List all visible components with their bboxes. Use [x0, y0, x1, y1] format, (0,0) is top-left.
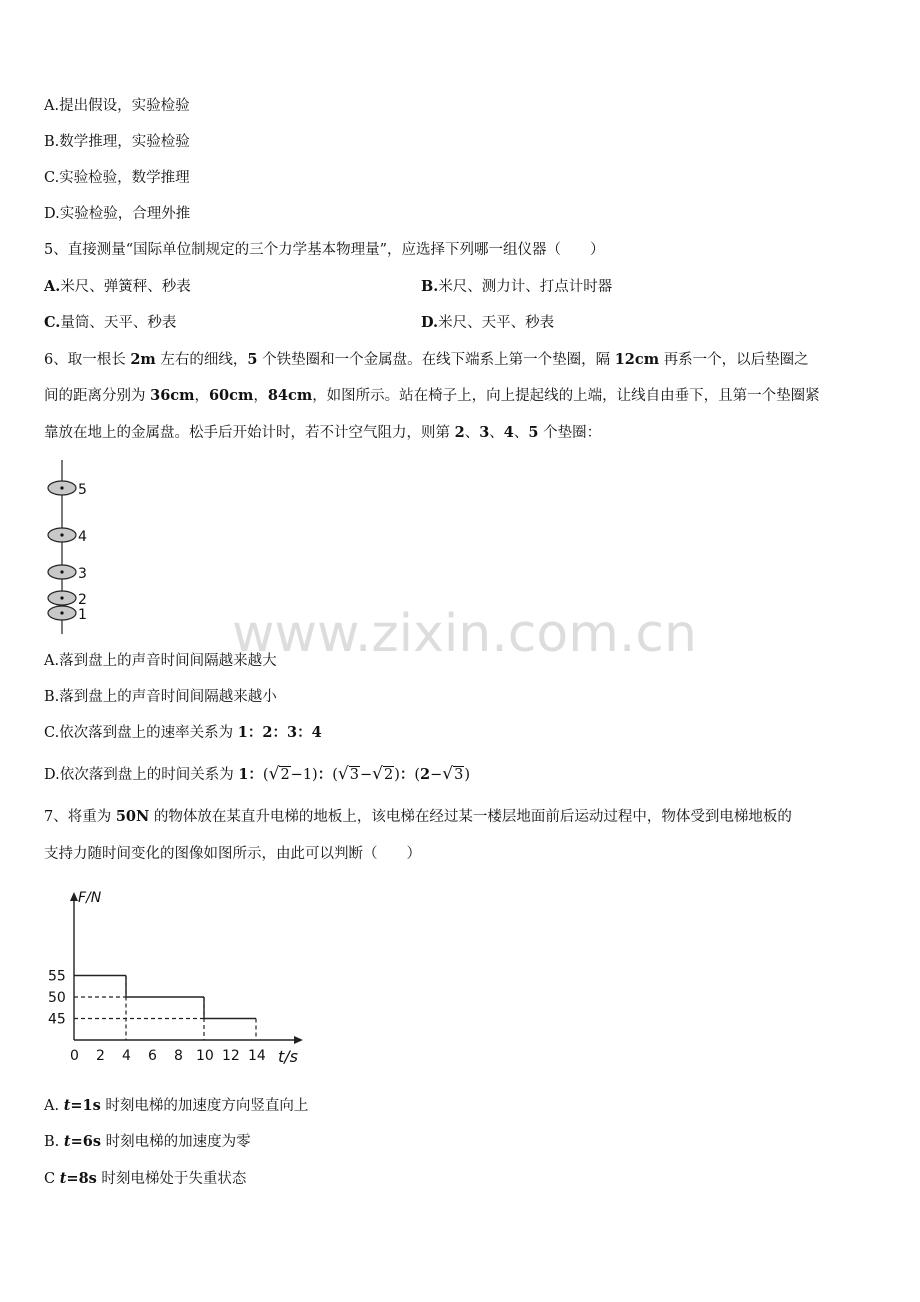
- q7-stem-line-1: 7、将重为 50N 的物体放在某直升电梯的地板上，该电梯在经过某一楼层地面前后运动过程中，物体受到电梯地板的: [44, 808, 792, 825]
- x-tick-label-4: 4: [122, 1048, 131, 1064]
- washer-label-1: 1: [78, 607, 87, 623]
- ratio-sep-1: ：: [317, 766, 333, 783]
- q7-option-c: C t=8s 时刻电梯处于失重状态: [44, 1170, 247, 1187]
- y-tick-label-55: 55: [48, 968, 66, 985]
- y-tick-label-50: 50: [48, 990, 66, 1006]
- q6-stem-line-2: 间的距离分别为 36cm，60cm，84cm，如图所示。站在椅子上，向上提起线的上端，让线自由垂下，且第一个垫圈紧: [44, 387, 820, 404]
- x-axis-label: t/s: [278, 1047, 298, 1066]
- x-tick-label-10: 10: [196, 1048, 214, 1064]
- q7-option-a: A. t=1s 时刻电梯的加速度方向竖直向上: [44, 1097, 309, 1114]
- chart-series: [74, 976, 256, 1019]
- x-tick-label-2: 2: [96, 1048, 105, 1064]
- washer-1: [48, 606, 87, 623]
- x-tick-label-0: 0: [70, 1048, 79, 1064]
- ratio-sep-2: ：: [399, 766, 415, 783]
- y-axis-label: F/N: [78, 890, 102, 906]
- washer-4: [48, 528, 87, 545]
- q7-stem-line-2: 支持力随时间变化的图像如图所示，由此可以判断（ ）: [44, 846, 421, 862]
- q4-option-b: B.数学推理，实验检验: [44, 134, 190, 150]
- q6-option-a: A.落到盘上的声音时间间隔越来越大: [44, 653, 277, 669]
- washer-label-3: 3: [78, 566, 87, 582]
- y-axis-arrow: [70, 892, 78, 901]
- x-tick-label-12: 12: [222, 1048, 240, 1064]
- q7-option-b: B. t=6s 时刻电梯的加速度为零: [44, 1133, 251, 1150]
- q6-option-d: D.依次落到盘上的时间关系为 1：(√2−1)：(√3−√2)：(2−√3): [44, 764, 471, 784]
- washer-label-5: 5: [78, 482, 87, 498]
- q4-option-c: C.实验检验，数学推理: [44, 170, 190, 186]
- washer-label-2: 2: [78, 592, 87, 608]
- q4-option-d: D.实验检验，合理外推: [44, 206, 191, 222]
- y-tick-label-45: 45: [48, 1011, 66, 1028]
- chart-axes: [70, 892, 303, 1044]
- q5-option-d: D.米尺、天平、秒表: [421, 314, 555, 331]
- x-axis-arrow: [294, 1036, 303, 1044]
- q6-stem-line-1: 6、取一根长 2m 左右的细线，5 个铁垫圈和一个金属盘。在线下端系上第一个垫圈，隔 12cm 再系一个，以后垫圈之: [44, 351, 809, 368]
- washer-5: [48, 481, 87, 498]
- chart-guides: [74, 976, 256, 1041]
- washer-2: [48, 591, 87, 608]
- x-tick-label-14: 14: [248, 1048, 266, 1064]
- watermark: www.zixin.com.cn: [232, 604, 697, 664]
- washer-3: [48, 565, 87, 582]
- q6-option-c: C.依次落到盘上的速率关系为 1：2：3：4: [44, 724, 322, 741]
- x-tick-label-6: 6: [148, 1048, 157, 1064]
- force-time-chart: [40, 884, 320, 1070]
- washer-figure: [40, 456, 110, 636]
- chart-ticks: [48, 969, 266, 1065]
- q6-stem-line-3: 靠放在地上的金属盘。松手后开始计时，若不计空气阻力，则第 2、3、4、5 个垫圈：: [44, 424, 602, 441]
- q4-option-a: A.提出假设，实验检验: [44, 98, 190, 114]
- q5-option-a: A.米尺、弹簧秤、秒表: [44, 278, 191, 295]
- q5-option-b: B.米尺、测力计、打点计时器: [421, 278, 613, 295]
- q5-stem: 5、直接测量“国际单位制规定的三个力学基本物理量”，应选择下列哪一组仪器（ ）: [44, 242, 605, 258]
- q5-option-c: C.量筒、天平、秒表: [44, 314, 177, 331]
- q6-option-b: B.落到盘上的声音时间间隔越来越小: [44, 689, 277, 705]
- washer-label-4: 4: [78, 529, 87, 545]
- x-tick-label-8: 8: [174, 1048, 183, 1064]
